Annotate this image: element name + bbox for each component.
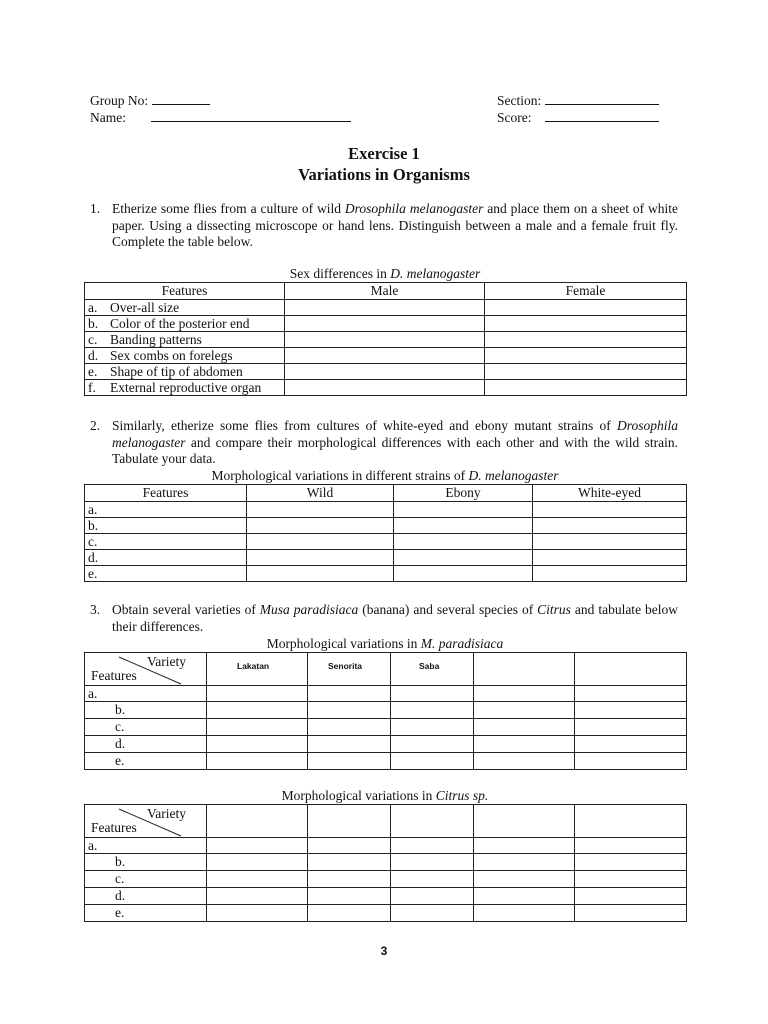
ebony-cell[interactable]: [394, 534, 533, 550]
item-3-species-musa: Musa paradisiaca: [259, 602, 359, 617]
female-cell[interactable]: [485, 300, 687, 316]
cell[interactable]: [391, 854, 474, 871]
item-3-species-citrus: Citrus: [537, 602, 571, 617]
cell[interactable]: [575, 753, 687, 770]
wild-cell[interactable]: [247, 550, 394, 566]
cell[interactable]: [391, 871, 474, 888]
cell[interactable]: [207, 736, 308, 753]
row-letter: e.: [85, 905, 207, 922]
wild-cell[interactable]: [247, 566, 394, 582]
cell[interactable]: [575, 854, 687, 871]
male-cell[interactable]: [285, 380, 485, 396]
item-1-species: Drosophila melanogaster: [344, 201, 484, 216]
cell[interactable]: [207, 686, 308, 702]
row-letter: c.: [85, 871, 207, 888]
cell[interactable]: [391, 736, 474, 753]
table-row: [85, 753, 687, 770]
female-cell[interactable]: [485, 332, 687, 348]
cell[interactable]: [474, 854, 575, 871]
name-label: Name:: [90, 110, 126, 125]
female-cell[interactable]: [485, 348, 687, 364]
table-row: [85, 566, 687, 582]
male-cell[interactable]: [285, 316, 485, 332]
variety-senorita: Senorita: [308, 653, 391, 686]
feature-name: Color of the posterior end: [110, 316, 250, 331]
row-letter: d.: [85, 888, 207, 905]
feature-name: Over-all size: [110, 300, 180, 315]
cell[interactable]: [207, 888, 308, 905]
male-cell[interactable]: [285, 348, 485, 364]
row-letter: d.: [85, 550, 247, 566]
feature-name: Sex combs on forelegs: [110, 348, 233, 363]
table-row: [85, 838, 687, 854]
cell[interactable]: [207, 702, 308, 719]
table-1-header-features: Features: [85, 283, 285, 300]
cell[interactable]: [474, 719, 575, 736]
table-2-caption-text: Morphological variations in different strains of: [211, 468, 469, 483]
section-blank[interactable]: [545, 92, 659, 105]
cell[interactable]: [308, 838, 391, 854]
group-number-field: [90, 92, 210, 109]
white-eyed-cell[interactable]: [533, 566, 687, 582]
table-row: [85, 348, 687, 364]
cell[interactable]: [207, 854, 308, 871]
variety-lakatan: Lakatan: [207, 653, 308, 686]
table-row: [85, 719, 687, 736]
table-1-caption-text: Sex differences in: [289, 266, 391, 281]
table-4-caption-species: Citrus sp.: [435, 788, 489, 803]
male-cell[interactable]: [285, 300, 485, 316]
female-cell[interactable]: [485, 316, 687, 332]
cell[interactable]: [575, 702, 687, 719]
white-eyed-cell[interactable]: [533, 550, 687, 566]
item-1-text-b: and place them on a sheet of white paper. Using a dissecting microscope or hand lens. Distinguish between a male and a female fruit fly. Complete the table below.: [112, 201, 679, 249]
table-3-caption-species: M. paradisiaca: [420, 636, 504, 651]
table-2-header-white-eyed: White-eyed: [533, 485, 687, 502]
cell[interactable]: [474, 905, 575, 922]
feature-cell: [85, 332, 285, 348]
exercise-title: Variations in Organisms: [298, 165, 470, 184]
table-4-caption: [84, 788, 686, 804]
cell[interactable]: [308, 905, 391, 922]
table-row: [85, 502, 687, 518]
cell[interactable]: [575, 736, 687, 753]
cell[interactable]: [391, 719, 474, 736]
row-letter: b.: [88, 316, 99, 331]
item-3-text-c: and tabulate below their differences.: [112, 602, 679, 634]
cell[interactable]: [308, 871, 391, 888]
corner-header-cell: [85, 805, 207, 838]
ebony-cell[interactable]: [394, 518, 533, 534]
table-row: [85, 332, 687, 348]
variety-label: Variety: [147, 806, 186, 821]
table-1-header-male: Male: [285, 283, 485, 300]
row-letter: f.: [88, 380, 96, 395]
feature-cell: [85, 348, 285, 364]
table-row: [85, 854, 687, 871]
row-letter: c.: [85, 719, 207, 736]
cell[interactable]: [391, 753, 474, 770]
table-row: [85, 702, 687, 719]
cell[interactable]: [575, 888, 687, 905]
variety-blank[interactable]: [474, 805, 575, 838]
score-blank[interactable]: [545, 109, 659, 122]
row-letter: a.: [85, 686, 207, 702]
score-label: Score:: [497, 110, 532, 125]
variety-blank[interactable]: [575, 805, 687, 838]
table-2-header-wild: Wild: [247, 485, 394, 502]
item-2-text-b: and compare their morphological differences with each other and with the wild strain. Tabulate your data.: [112, 434, 678, 466]
cell[interactable]: [207, 871, 308, 888]
cell[interactable]: [474, 686, 575, 702]
citrus-variations-table: [84, 804, 687, 922]
variety-blank-1[interactable]: [474, 653, 575, 686]
table-row: [85, 736, 687, 753]
female-cell[interactable]: [485, 380, 687, 396]
item-2-instructions: [112, 418, 678, 468]
cell[interactable]: [391, 686, 474, 702]
name-field: [90, 109, 351, 126]
cell[interactable]: [474, 888, 575, 905]
item-2-species: Drosophila melanogaster: [112, 418, 678, 450]
table-row: [85, 888, 687, 905]
item-3-text-a: Obtain several varieties of: [112, 602, 260, 617]
item-1-instructions: [112, 201, 678, 251]
cell[interactable]: [575, 838, 687, 854]
cell[interactable]: [308, 888, 391, 905]
cell[interactable]: [207, 838, 308, 854]
feature-cell: [85, 316, 285, 332]
corner-header-cell: [85, 653, 207, 686]
cell[interactable]: [575, 719, 687, 736]
male-cell[interactable]: [285, 364, 485, 380]
strain-variations-table: [84, 484, 687, 582]
table-3-caption: [84, 636, 686, 652]
variety-blank[interactable]: [391, 805, 474, 838]
cell[interactable]: [308, 702, 391, 719]
ebony-cell[interactable]: [394, 502, 533, 518]
item-1-text-a: Etherize some flies from a culture of wild: [112, 201, 345, 216]
table-row: [85, 534, 687, 550]
row-letter: b.: [85, 854, 207, 871]
row-letter: a.: [85, 838, 207, 854]
item-3-text-b: (banana) and several species of: [358, 602, 538, 617]
cell[interactable]: [308, 753, 391, 770]
item-1-number: 1.: [90, 201, 101, 216]
row-letter: d.: [88, 348, 99, 363]
row-letter: c.: [85, 534, 247, 550]
table-row: [85, 364, 687, 380]
table-row: [85, 300, 687, 316]
table-2-caption-species: D. melanogaster: [468, 468, 559, 483]
cell[interactable]: [474, 871, 575, 888]
row-letter: d.: [85, 736, 207, 753]
white-eyed-cell[interactable]: [533, 502, 687, 518]
features-label: Features: [91, 820, 137, 835]
variety-blank[interactable]: [308, 805, 391, 838]
row-letter: b.: [85, 518, 247, 534]
table-3-caption-text: Morphological variations in: [266, 636, 421, 651]
banana-variations-table: [84, 652, 687, 770]
feature-cell: [85, 380, 285, 396]
table-2-caption: [84, 468, 686, 484]
item-3-number: 3.: [90, 602, 101, 617]
feature-name: Shape of tip of abdomen: [110, 364, 243, 379]
wild-cell[interactable]: [247, 502, 394, 518]
row-letter: a.: [85, 502, 247, 518]
white-eyed-cell[interactable]: [533, 518, 687, 534]
cell[interactable]: [207, 753, 308, 770]
exercise-number: Exercise 1: [348, 144, 420, 163]
page-number: 3: [380, 944, 388, 958]
table-2-header-features: Features: [85, 485, 247, 502]
table-row: [85, 871, 687, 888]
feature-name: Banding patterns: [110, 332, 202, 347]
row-letter: c.: [88, 332, 98, 347]
feature-cell: [85, 364, 285, 380]
ebony-cell[interactable]: [394, 550, 533, 566]
table-1-caption-species: D. melanogaster: [390, 266, 481, 281]
table-row: [85, 550, 687, 566]
cell[interactable]: [308, 736, 391, 753]
table-row: [85, 518, 687, 534]
name-blank[interactable]: [151, 109, 351, 122]
item-2-text-a: Similarly, etherize some flies from cultures of white-eyed and ebony mutant strains of: [112, 418, 617, 433]
table-1-caption: [84, 266, 686, 282]
table-row: [85, 316, 687, 332]
table-row: [85, 380, 687, 396]
cell[interactable]: [391, 888, 474, 905]
cell[interactable]: [575, 686, 687, 702]
group-number-blank[interactable]: [152, 92, 210, 105]
sex-differences-table: [84, 282, 687, 396]
wild-cell[interactable]: [247, 534, 394, 550]
cell[interactable]: [391, 702, 474, 719]
cell[interactable]: [474, 753, 575, 770]
features-label: Features: [91, 668, 137, 683]
cell[interactable]: [391, 905, 474, 922]
table-row: [85, 686, 687, 702]
row-letter: b.: [85, 702, 207, 719]
row-letter: e.: [88, 364, 98, 379]
row-letter: e.: [85, 566, 247, 582]
table-2-header-ebony: Ebony: [394, 485, 533, 502]
female-cell[interactable]: [485, 364, 687, 380]
cell[interactable]: [207, 905, 308, 922]
cell[interactable]: [308, 686, 391, 702]
cell[interactable]: [308, 854, 391, 871]
ebony-cell[interactable]: [394, 566, 533, 582]
row-letter: e.: [85, 753, 207, 770]
score-field: [497, 109, 659, 126]
variety-blank[interactable]: [207, 805, 308, 838]
variety-label: Variety: [147, 654, 186, 669]
cell[interactable]: [474, 838, 575, 854]
section-label: Section:: [497, 93, 542, 108]
cell[interactable]: [575, 905, 687, 922]
cell[interactable]: [474, 702, 575, 719]
section-field: [497, 92, 659, 109]
cell[interactable]: [575, 871, 687, 888]
table-4-caption-text: Morphological variations in: [281, 788, 436, 803]
wild-cell[interactable]: [247, 518, 394, 534]
male-cell[interactable]: [285, 332, 485, 348]
cell[interactable]: [474, 736, 575, 753]
item-2-number: 2.: [90, 418, 101, 433]
variety-saba: Saba: [391, 653, 474, 686]
table-row: [85, 905, 687, 922]
variety-blank-2[interactable]: [575, 653, 687, 686]
cell[interactable]: [207, 719, 308, 736]
group-number-label: Group No:: [90, 93, 149, 108]
cell[interactable]: [391, 838, 474, 854]
feature-cell: [85, 300, 285, 316]
item-3-instructions: [112, 602, 678, 635]
row-letter: a.: [88, 300, 98, 315]
cell[interactable]: [308, 719, 391, 736]
table-1-header-female: Female: [485, 283, 687, 300]
white-eyed-cell[interactable]: [533, 534, 687, 550]
feature-name: External reproductive organ: [110, 380, 262, 395]
